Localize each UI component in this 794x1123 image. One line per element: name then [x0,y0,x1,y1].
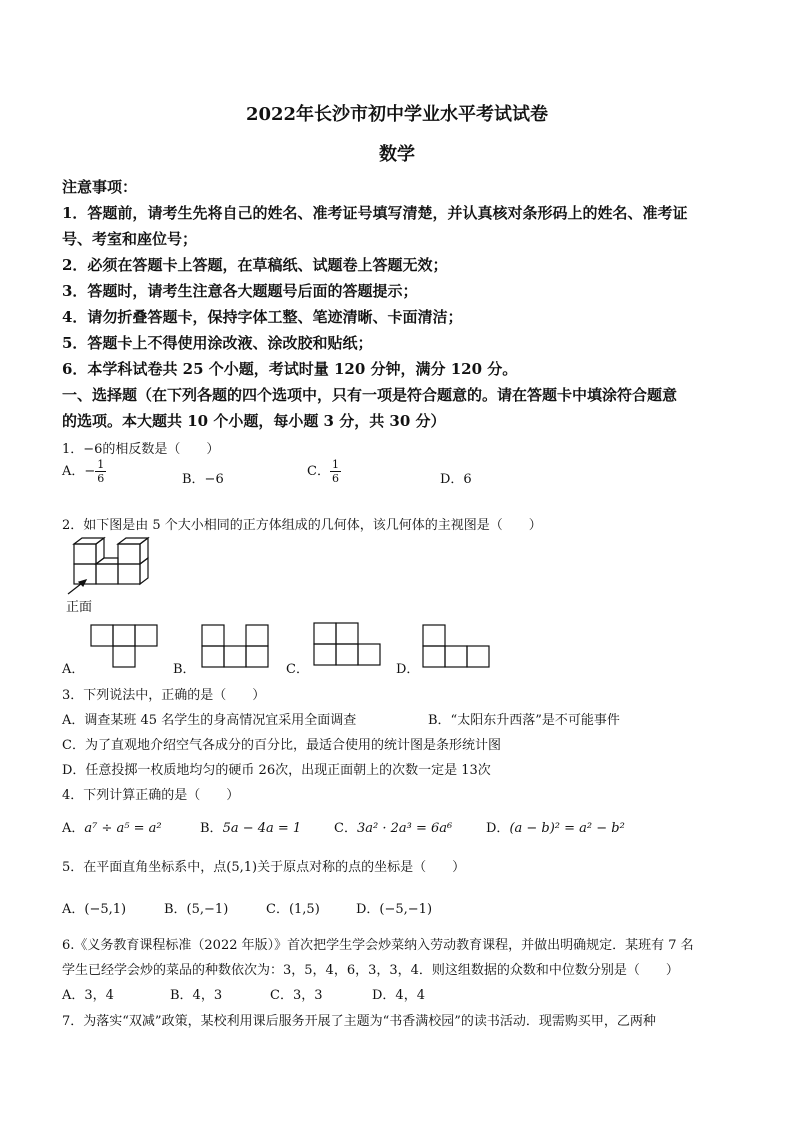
q4-a-label: A． [62,821,85,836]
q3-stem: 3．下列说法中，正确的是（ ） [62,688,266,703]
note-item: 5．答题卡上不得使用涂改液、涂改胶和贴纸； [62,334,373,352]
q2-stem: 2．如下图是由 5 个大小相同的正方体组成的几何体，该几何体的主视图是（ ） [62,518,542,533]
q4-a-expression: a⁷ ÷ a⁵ = a² [84,821,162,836]
note-item: 3．答题时，请考生注意各大题题号后面的答题提示； [62,282,418,300]
q4-option-a [62,817,162,836]
note-item: 6．本学科试卷共 25 个小题，考试时量 120 分钟，满分 120 分。 [62,360,518,378]
q2-front-label: 正面 [66,600,93,615]
q2-c-view [313,622,383,668]
q1-option-d: D．6 [440,472,472,487]
q1-option-c [307,458,341,485]
q4-d-label: D． [486,821,510,836]
q5-option-a: A．(−5,1) [62,902,127,917]
q6-stem: 6.《义务教育课程标准（2022 年版）》首次把学生学会炒菜纳入劳动教育课程，并做出明确规定．某班有 7 名 [62,938,694,953]
q2-a-view [90,624,160,670]
q2-option-d: D． [396,662,420,677]
q3-option-a: A．调查某班 45 名学生的身高情况宜采用全面调查 [62,713,357,728]
note-item: 号、考室和座位号； [62,230,198,248]
q1-a-denominator: 6 [97,472,105,485]
q2-option-b: B． [173,662,196,677]
note-item: 2．必须在答题卡上答题，在草稿纸、试题卷上答题无效； [62,256,448,274]
q4-b-expression: 5a − 4a = 1 [222,821,302,836]
q5-option-d: D．(−5,−1) [356,902,433,917]
q6-option-b: B．4，3 [170,988,223,1003]
q2-d-view [422,624,492,670]
q3-option-d: D．任意投掷一枚质地均匀的硬币 26次，出现正面朝上的次数一定是 13次 [62,763,491,778]
q1-option-a [62,458,106,485]
q5-option-b: B．(5,−1) [164,902,229,917]
q2-option-a: A． [62,662,85,677]
q1-a-fraction [95,458,106,485]
q4-d-expression: (a − b)² = a² − b² [509,821,625,836]
q4-option-d [486,817,625,836]
q4-b-label: B． [200,821,223,836]
q1-option-b: B．−6 [182,472,224,487]
q6-stem-cont: 学生已经学会炒的菜品的种数依次为：3，5，4，6，3，3，4．则这组数据的众数和中位数分别是（ ） [62,963,679,978]
q3-option-b: B．“太阳东升西落”是不可能事件 [428,713,620,728]
exam-title: 2022年长沙市初中学业水平考试试卷 [245,104,549,125]
q1-c-numerator: 1 [331,458,339,471]
q2-b-view [201,624,271,670]
subject-title: 数学 [379,144,415,165]
q4-c-expression: 3a² · 2a³ = 6a⁶ [356,821,453,836]
q7-stem: 7．为落实“双减”政策，某校利用课后服务开展了主题为“书香满校园”的读书活动．现需购买甲，乙两种 [62,1014,656,1029]
q4-option-b [200,817,301,836]
q1-c-fraction [330,458,341,485]
q1-a-label: A．− [62,464,96,479]
note-item: 1．答题前，请考生先将自己的姓名、准考证号填写清楚，并认真核对条形码上的姓名、准考证 [62,204,688,222]
q5-stem: 5．在平面直角坐标系中，点(5,1)关于原点对称的点的坐标是（ ） [62,860,466,875]
section-heading: 一、选择题（在下列各题的四个选项中，只有一项是符合题意的。请在答题卡中填涂符合题意 [62,386,678,404]
q5-option-c: C．(1,5) [266,902,320,917]
notes-heading: 注意事项： [62,178,138,196]
q1-c-denominator: 6 [331,472,339,485]
q4-option-c [334,817,452,836]
q2-option-c: C． [286,662,309,677]
q1-c-label: C． [307,464,330,479]
q6-option-c: C．3，3 [270,988,323,1003]
note-item: 4．请勿折叠答题卡，保持字体工整、笔迹清晰、卡面清洁； [62,308,463,326]
q4-stem: 4．下列计算正确的是（ ） [62,788,240,803]
section-heading-cont: 的选项。本大题共 10 个小题，每小题 3 分，共 30 分） [62,412,446,430]
q1-a-numerator: 1 [97,458,105,471]
q4-c-label: C． [334,821,357,836]
q3-option-c: C．为了直观地介绍空气各成分的百分比，最适合使用的统计图是条形统计图 [62,738,501,753]
q1-stem: 1．−6的相反数是（ ） [62,442,220,457]
q6-option-a: A．3，4 [62,988,114,1003]
q6-option-d: D．4，4 [372,988,425,1003]
